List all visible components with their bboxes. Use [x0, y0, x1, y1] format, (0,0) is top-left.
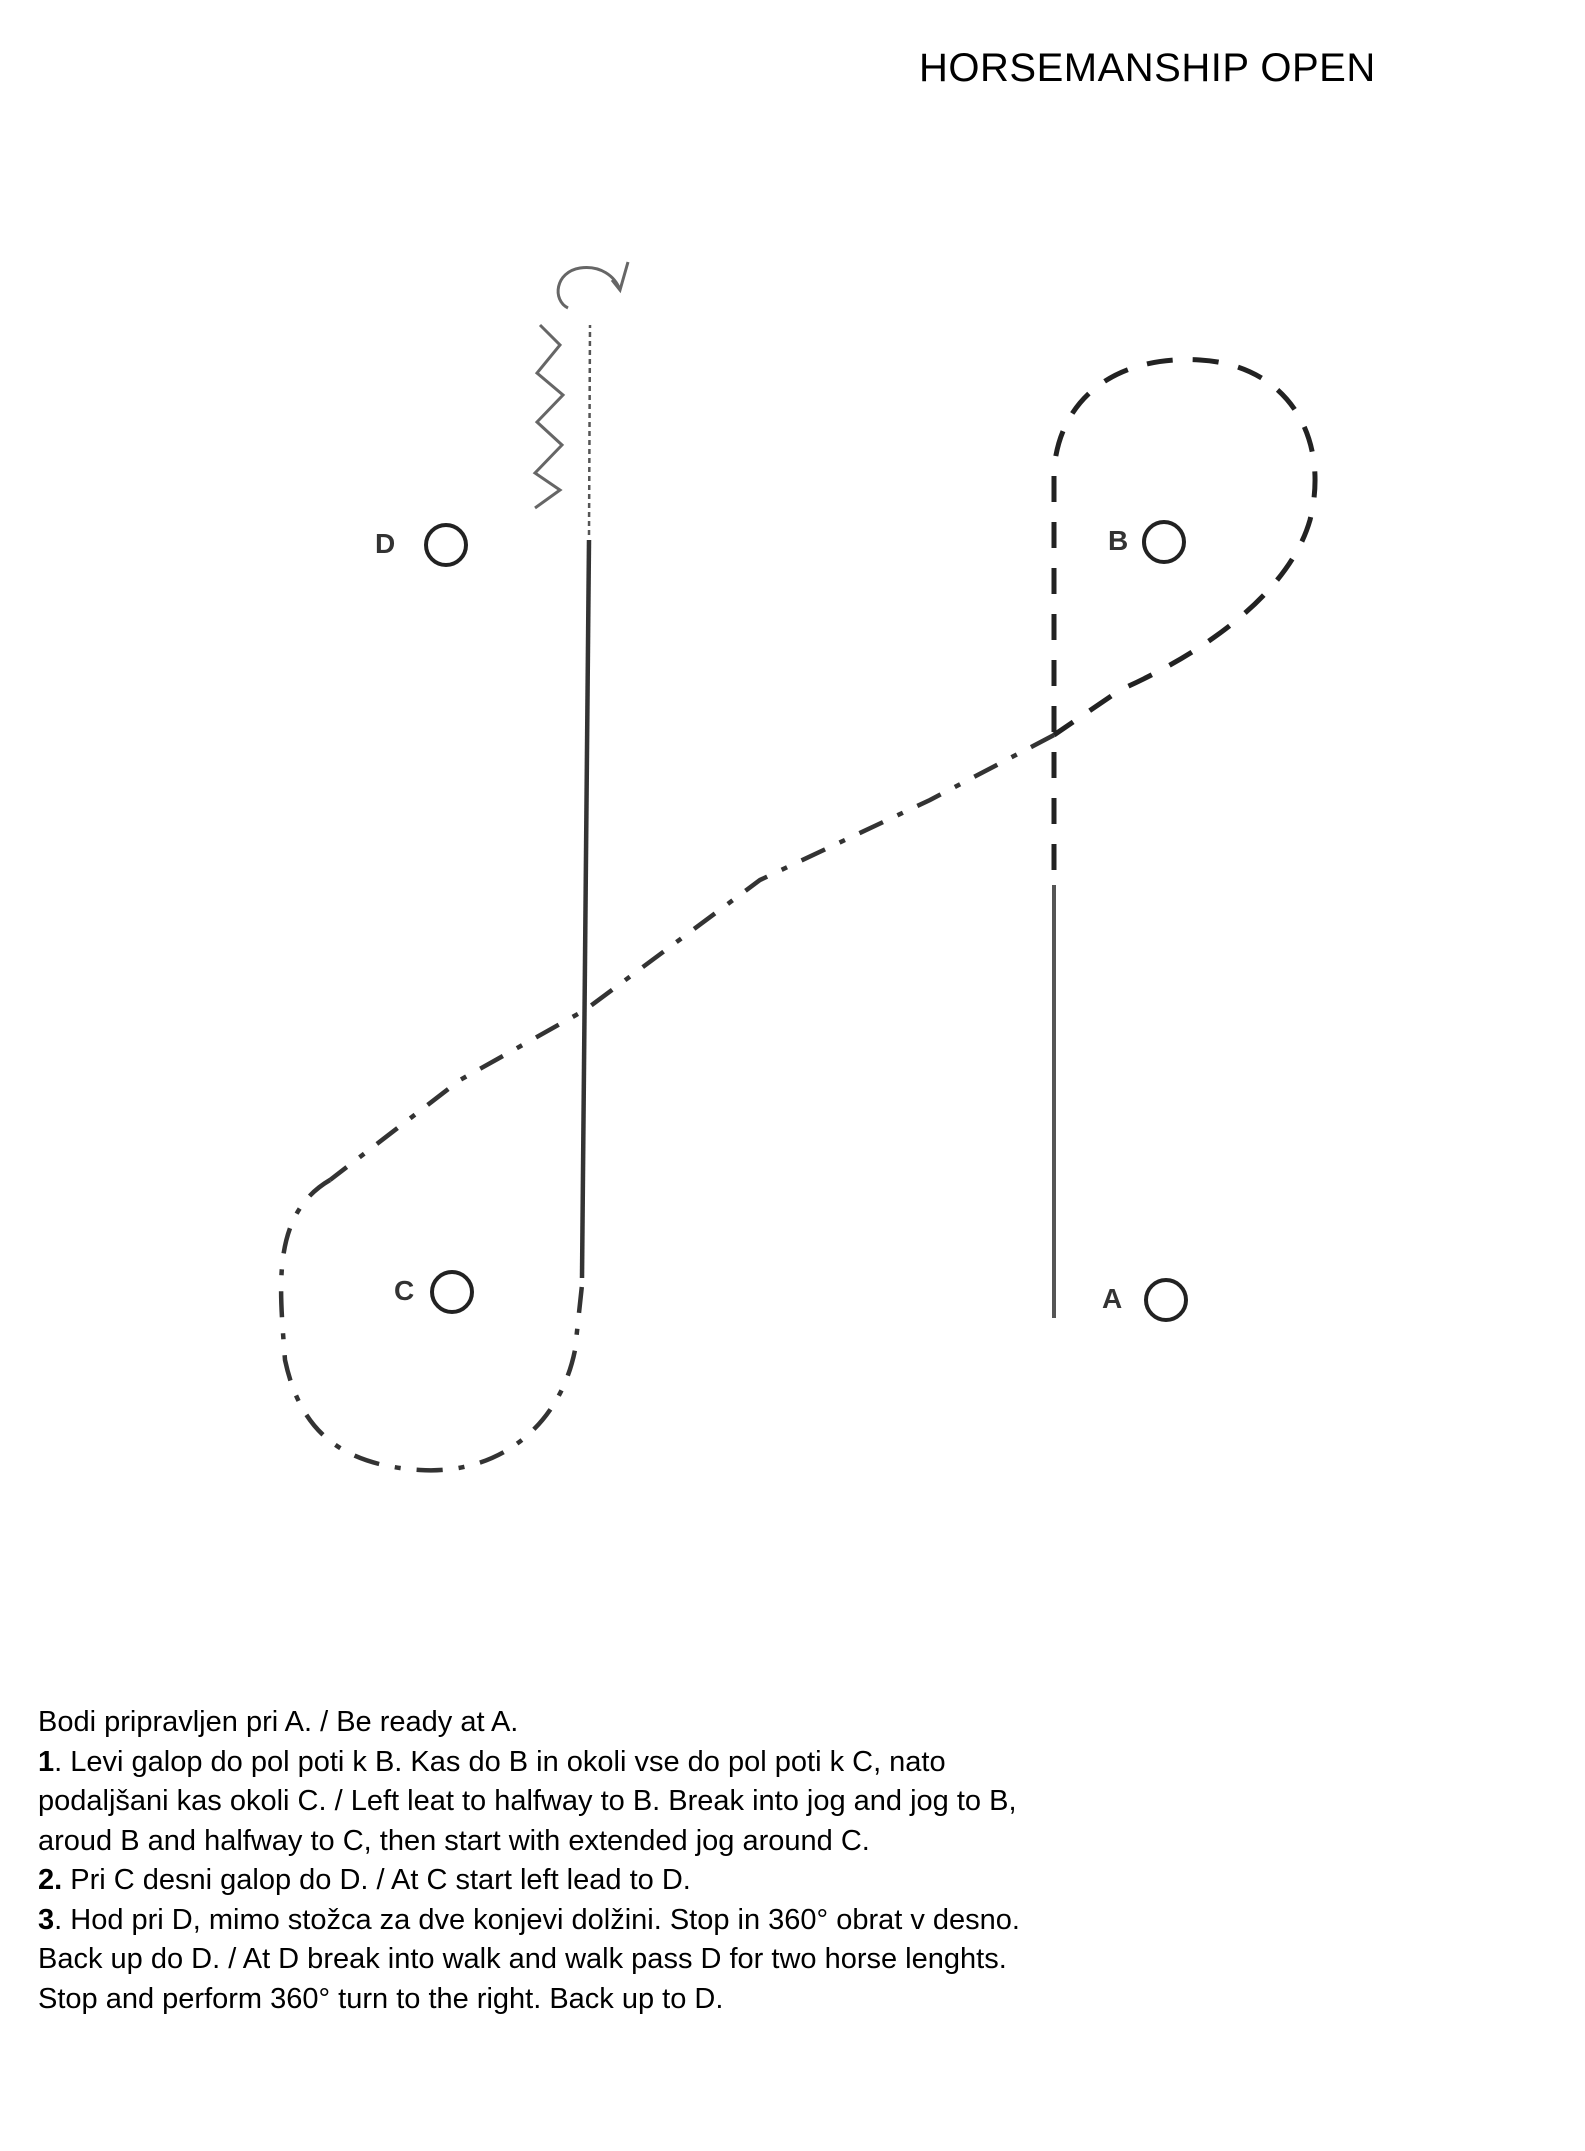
step-text: Pri C desni galop do D. / At C start left lead to D. — [62, 1864, 691, 1896]
dashed-loop-around-b — [1054, 360, 1315, 870]
step-number: 1 — [38, 1745, 55, 1778]
step-number: 3 — [38, 1903, 55, 1936]
cone-c-label: C — [394, 1275, 415, 1306]
step-text: . Hod pri D, mimo stožca za dve konjevi dolžini. Stop in 360° obrat v desno. Back up do D. / At D break into walk and walk pass D for two horse lenghts. Stop and perform 360° turn to the right. Back up to D. — [38, 1903, 1020, 2015]
instruction-step-1 — [38, 1743, 1038, 1862]
instructions — [38, 1703, 1038, 2019]
cone-b-label: B — [1108, 525, 1129, 556]
turn-360-arrow-icon — [558, 262, 628, 308]
instruction-intro: Bodi pripravljen pri A. / Be ready at A. — [38, 1706, 519, 1738]
page-title: HORSEMANSHIP OPEN — [919, 46, 1376, 90]
dotted-walk-past-d — [589, 325, 590, 535]
step-text: . Levi galop do pol poti k B. Kas do B in okoli vse do pol poti k C, nato podaljšani kas okoli C. / Left leat to halfway to B. Break into jog and jog to B, aroud B and halfway to C, then start with extended jog around C. — [38, 1745, 1017, 1857]
cone-b — [1108, 522, 1184, 562]
dash-dot-loop-around-c — [281, 1180, 582, 1470]
instruction-step-3 — [38, 1901, 1038, 2020]
cone-c — [394, 1272, 472, 1312]
cone-d — [375, 525, 466, 565]
backup-zigzag — [535, 325, 563, 508]
dash-dot-diagonal-b-to-c — [330, 735, 1054, 1180]
instruction-step-2 — [38, 1861, 1038, 1901]
cone-a — [1102, 1280, 1186, 1320]
cone-d-label: D — [375, 528, 396, 559]
step-number: 2. — [38, 1864, 63, 1896]
solid-path-c-d — [582, 540, 589, 1278]
cone-a-label: A — [1102, 1283, 1123, 1314]
